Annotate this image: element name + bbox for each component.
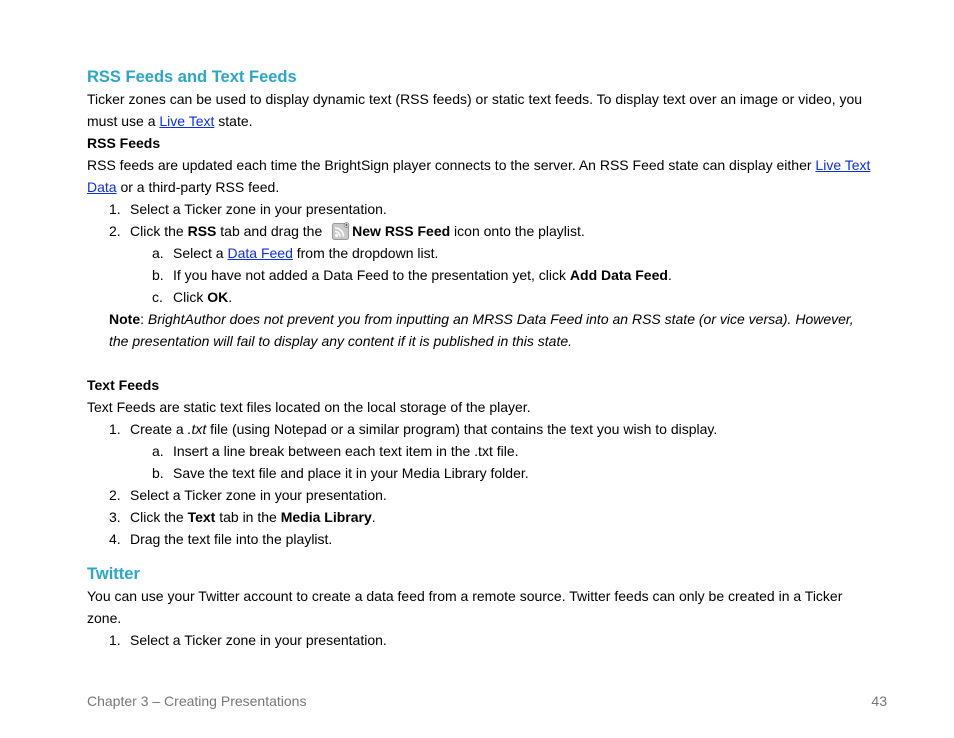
list-item [87,264,877,286]
list-item [87,462,877,484]
list-number: 3. [109,509,121,525]
footer-chapter: Chapter 3 – Creating Presentations [87,693,307,709]
list-letter: a. [152,245,164,261]
note-paragraph [87,308,877,352]
txt-extension: .txt [187,421,207,437]
list-text: Select a Ticker zone in your presentation. [130,201,387,217]
subhead-rss-feeds: RSS Feeds [87,135,161,151]
rss-tab-label: RSS [187,223,217,239]
list-text: from the dropdown list. [292,245,439,261]
list-letter: c. [152,289,163,305]
list-text: Click the [130,509,188,525]
list-item [87,528,877,550]
spacer [87,550,877,563]
list-item [87,242,877,264]
list-text: Select a Ticker zone in your presentation. [130,632,387,648]
rss-intro-text: Ticker zones can be used to display dynamic text (RSS feeds) or static text feeds. To display text over an image or video, you must use a [87,91,863,129]
spacer [87,352,877,374]
note-text: BrightAuthor does not prevent you from inputting an MRSS Data Feed into an RSS state (or vice versa). However, the presentation will fail to display any content if it is published in this state. [109,311,854,349]
rss-intro-end: state. [214,113,253,129]
rss-intro-paragraph [87,88,877,132]
list-letter: b. [152,465,164,481]
list-text: Save the text file and place it in your Media Library folder. [173,465,529,481]
page-number: 43 [871,693,887,709]
list-text: If you have not added a Data Feed to the presentation yet, click [173,267,570,283]
list-number: 4. [109,531,121,547]
note-separator: : [140,311,148,327]
list-number: 1. [109,632,121,648]
section-title-rss-text-feeds: RSS Feeds and Text Feeds [87,68,297,86]
list-text: tab in the [215,509,281,525]
list-number: 2. [109,487,121,503]
rss-desc-end: or a third-party RSS feed. [116,179,280,195]
twitter-desc: You can use your Twitter account to create a data feed from a remote source. Twitter feeds can only be created in a Ticker zone. [87,588,843,626]
list-number: 1. [109,201,121,217]
ok-label: OK [207,289,229,305]
data-feed-link[interactable]: Data Feed [227,245,293,261]
list-text: . [228,289,233,305]
list-letter: b. [152,267,164,283]
media-library-label: Media Library [280,509,372,525]
list-text: Insert a line break between each text item in the .txt file. [173,443,519,459]
live-text-link[interactable]: Live Text [159,113,215,129]
live-text-data-link[interactable]: Live Text Data [87,157,871,195]
list-text: Drag the text file into the playlist. [130,531,333,547]
page-content [87,66,877,651]
text-feeds-desc: Text Feeds are static text files located on the local storage of the player. [87,399,531,415]
note-label: Note [109,311,141,327]
list-letter: a. [152,443,164,459]
list-text: Click [173,289,208,305]
rss-desc-text: RSS feeds are updated each time the BrightSign player connects to the server. An RSS Feed state can display either [87,157,816,173]
list-text: . [667,267,672,283]
add-data-feed-label: Add Data Feed [569,267,668,283]
list-text: file (using Notepad or a similar program) that contains the text you wish to display. [206,421,718,437]
list-text: icon onto the playlist. [450,223,585,239]
list-item [87,198,877,220]
new-rss-feed-label: New RSS Feed [352,223,451,239]
subhead-text-feeds: Text Feeds [87,377,160,393]
rss-desc-paragraph [87,154,877,198]
list-text: tab and drag the [216,223,327,239]
list-text: Click the [130,223,188,239]
list-item [87,440,877,462]
list-text: Select a Ticker zone in your presentation. [130,487,387,503]
list-text: Create a [130,421,188,437]
list-item [87,220,877,242]
list-item [87,629,877,651]
list-number: 2. [109,223,121,239]
list-item [87,418,877,440]
list-text: . [371,509,376,525]
list-text: Select a [173,245,228,261]
list-item [87,506,877,528]
list-item [87,286,877,308]
section-title-twitter: Twitter [87,565,140,583]
list-item [87,484,877,506]
new-rss-feed-icon [332,222,350,240]
text-tab-label: Text [187,509,216,525]
list-number: 1. [109,421,121,437]
